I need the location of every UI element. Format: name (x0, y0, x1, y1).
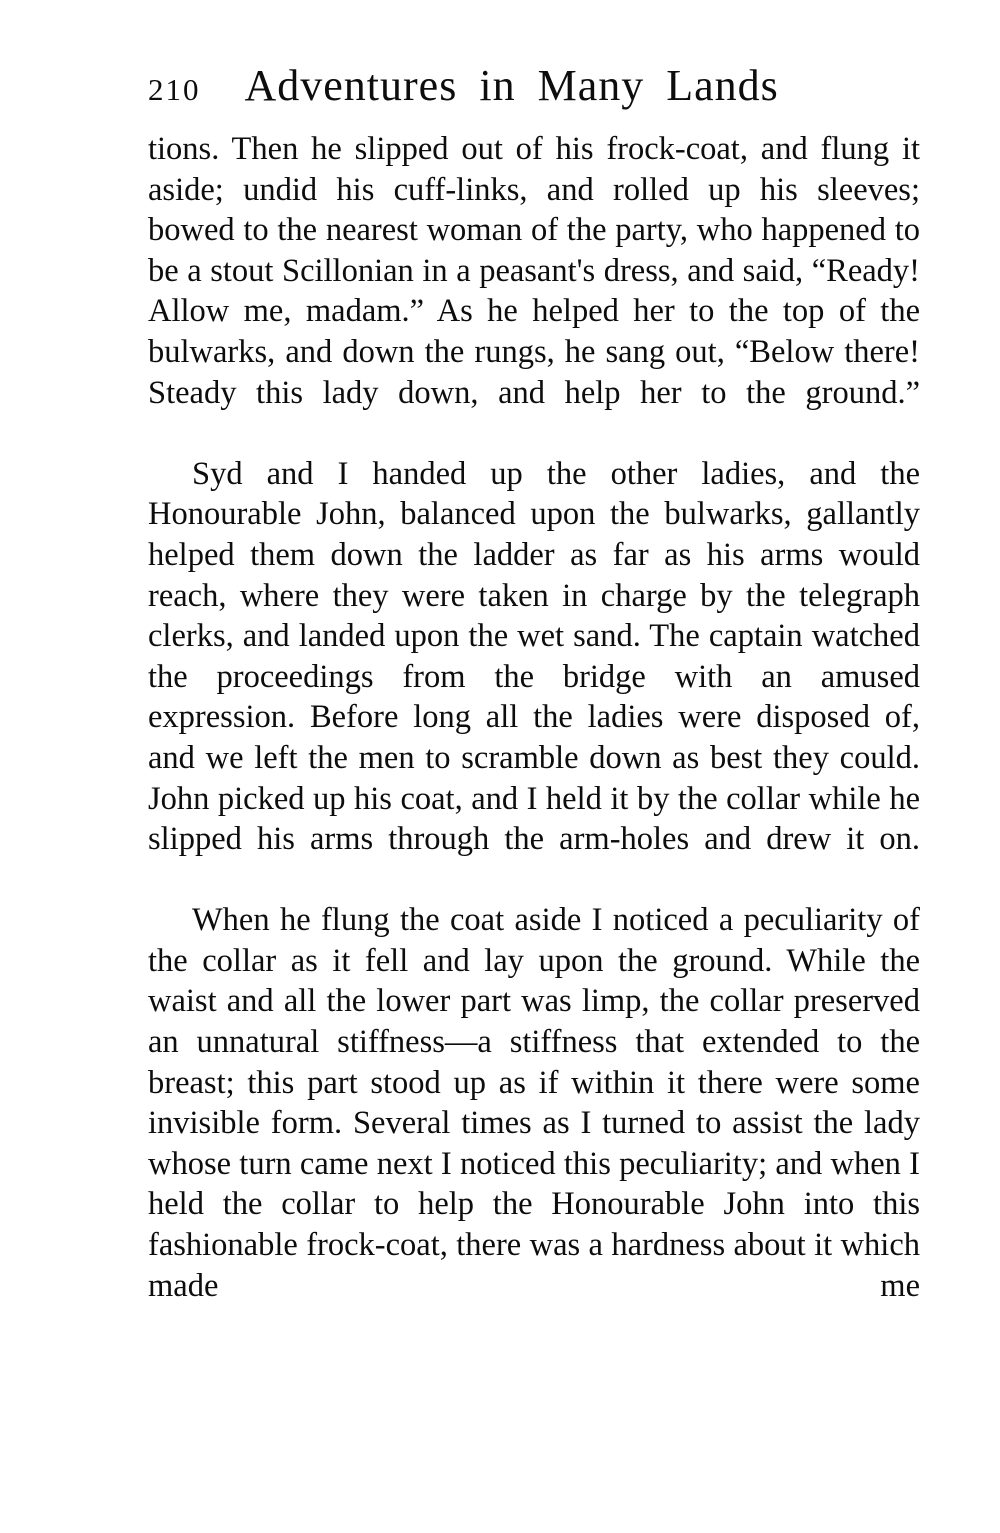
paragraph: tions. Then he slipped out of his frock-coat, and flung it aside; undid his cuff-links, and rolled up his sleeves; bowed to the nearest woman of the party, who happened to be a stout Scillonian in a peasant's dress, and said, “Ready! Allow me, madam.” As he helped her to the top of the bulwarks, and down the rungs, he sang out, “Below there! Steady this lady down, and help her to the ground.” (148, 131, 920, 411)
running-title (245, 60, 779, 111)
page-body (148, 129, 920, 1347)
page-number: 210 (148, 72, 201, 107)
running-title-word: Many (537, 61, 645, 110)
running-title-word: Adventures (244, 61, 458, 110)
running-title-word: Lands (666, 61, 779, 110)
paragraph: Syd and I handed up the other ladies, and the Honourable John, balanced upon the bulwarks, gallantly helped them down the ladder as far as his arms would reach, where they were taken in charge by the telegraph clerks, and landed upon the wet sand. The captain watched the proceedings from the bridge with an amused expression. Before long all the ladies were disposed of, and we left the men to scramble down as best they could. John picked up his coat, and I held it by the collar while he slipped his arms through the arm-holes and drew it on. (148, 455, 920, 858)
page-header (148, 60, 920, 111)
running-title-word: in (479, 61, 516, 110)
paragraph: When he flung the coat aside I noticed a peculiarity of the collar as it fell and lay upon the ground. While the waist and all the lower part was limp, the collar preserved an unnatural stiffness—a stiffness that extended to the breast; this part stood up as if within it there were some invisible form. Several times as I turned to assist the lady whose turn came next I noticed this peculiarity; and when I held the collar to help the Honourable John into this fashionable frock-coat, there was a hardness about it which made me (148, 902, 920, 1304)
